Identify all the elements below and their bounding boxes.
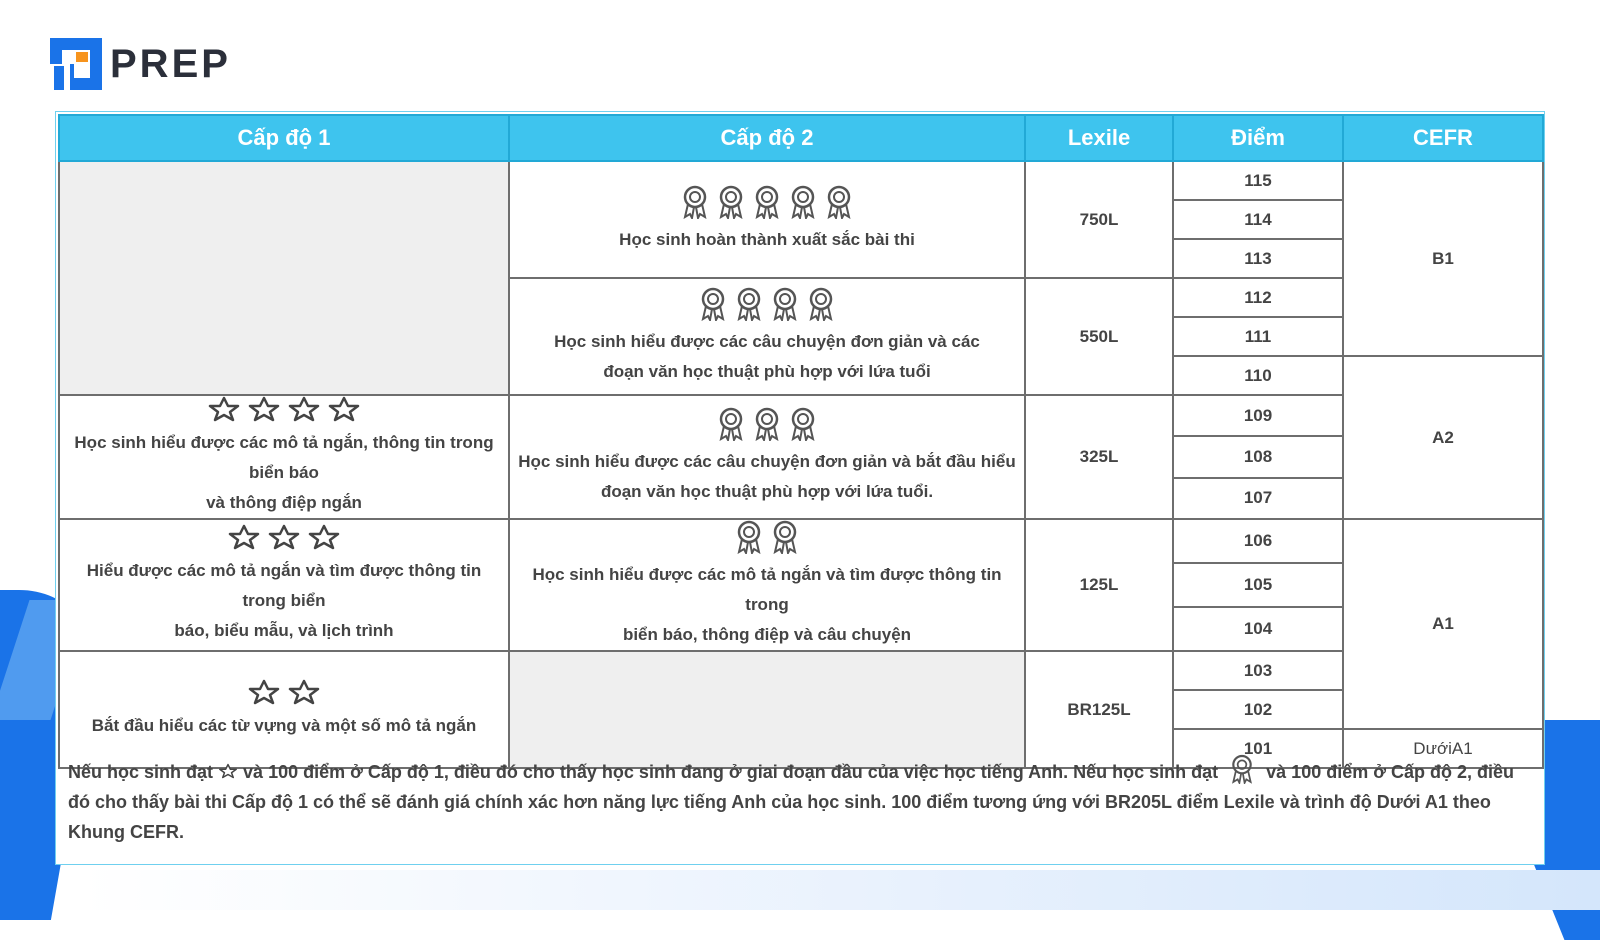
star-icon [267,524,301,550]
level1-desc-line: và thông điệp ngắn [206,493,362,512]
level2-desc-line: biển báo, thông điệp và câu chuyện [622,625,912,644]
score-cell: 108 [1173,436,1343,477]
medal-icon [716,185,746,219]
lexile-value: 125L [1025,519,1173,651]
lexile-cefr-table-card [56,112,1544,864]
cefr-value: DướiA1 [1343,729,1543,768]
medal-icon [752,185,782,219]
medal-group [510,407,1024,441]
level2-cell-3-medals [509,395,1025,519]
level2-desc-line: đoạn văn học thuật phù hợp với lứa tuổi [603,361,931,381]
lexile-value: BR125L [1025,651,1173,768]
level1-desc-line: Bắt đầu hiểu các từ vựng và một số mô tả ngắn [91,715,477,735]
level2-desc-line: Học sinh hiểu được các mô tả ngắn và tìm được thông tin trong [532,565,1002,614]
table-header-row [59,115,1543,161]
level2-desc-line: đoạn văn học thuật phù hợp với lứa tuổi. [600,482,934,501]
level1-desc-line: báo, biểu mẫu, và lịch trình [174,621,394,640]
decorative-gradient-bottom [80,870,1600,910]
score-cell: 112 [1173,278,1343,317]
medal-icon [716,407,746,441]
table-row [59,519,1543,563]
level1-cell-3-stars [59,519,509,651]
star-icon [287,679,321,705]
star-icon [247,679,281,705]
score-cell: 111 [1173,317,1343,356]
score-cell: 102 [1173,690,1343,729]
medal-group [510,287,1024,321]
header-cefr: CEFR [1343,115,1543,161]
score-cell: 114 [1173,200,1343,239]
level1-cell-2-stars [59,651,509,768]
medal-icon [770,520,800,554]
score-cell: 101 [1173,729,1343,768]
footnote [68,754,1528,847]
medal-icon [788,407,818,441]
star-icon [218,762,238,780]
level2-cell-2-medals [509,519,1025,651]
score-cell: 109 [1173,395,1343,436]
cefr-value: B1 [1343,161,1543,356]
medal-icon [680,185,710,219]
brand-name: PREP [110,42,231,86]
level1-cell-4-stars [59,395,509,519]
score-cell: 115 [1173,161,1343,200]
medal-icon [734,520,764,554]
prep-logo [50,38,231,90]
table-row [59,651,1543,690]
star-group [60,396,508,422]
cefr-value: A2 [1343,356,1543,519]
level2-cell-5-medals [509,161,1025,278]
score-cell: 107 [1173,478,1343,519]
table-row [59,161,1543,200]
lexile-value: 325L [1025,395,1173,519]
score-cell: 105 [1173,563,1343,607]
star-icon [327,396,361,422]
medal-icon [752,407,782,441]
level2-desc-line: Học sinh hiểu được các câu chuyện đơn giản và bắt đầu hiểu [518,452,1016,471]
footnote-text-1: Nếu học sinh đạt [68,762,214,782]
level2-desc-line: Học sinh hoàn thành xuất sắc bài thi [619,229,915,249]
medal-icon [698,287,728,321]
star-icon [307,524,341,550]
medal-icon [1229,754,1255,784]
lexile-value: 550L [1025,278,1173,395]
header-level2: Cấp độ 2 [509,115,1025,161]
level2-cell-4-medals [509,278,1025,395]
footnote-text-3: và 100 điểm ở Cấp độ 2, điều đó cho thấy bài thi Cấp độ 1 có thể sẽ đánh giá chính xác hơn năng lực tiếng Anh của học sinh. 100 điểm tương ứng với BR205L điểm Lexile và trình độ Dưới A1 theo Khung CEFR. [68,762,1515,842]
table-row [59,395,1543,436]
medal-icon [788,185,818,219]
medal-group [510,185,1024,219]
star-group [60,524,508,550]
medal-group [510,520,1024,554]
score-cell: 104 [1173,607,1343,651]
medal-icon [806,287,836,321]
medal-icon [734,287,764,321]
footnote-text-2: và 100 điểm ở Cấp độ 1, điều đó cho thấy học sinh đang ở giai đoạn đầu của việc học tiếng Anh. Nếu học sinh đạt [243,762,1219,782]
level1-desc-line: Học sinh hiểu được các mô tả ngắn, thông tin trong biển báo [74,433,494,482]
cefr-value: A1 [1343,519,1543,729]
header-level1: Cấp độ 1 [59,115,509,161]
header-score: Điểm [1173,115,1343,161]
medal-icon [824,185,854,219]
level2-desc-line: Học sinh hiểu được các câu chuyện đơn giản và các [554,331,980,351]
star-icon [207,396,241,422]
score-cell: 113 [1173,239,1343,278]
lexile-value: 750L [1025,161,1173,278]
star-icon [247,396,281,422]
score-cell: 103 [1173,651,1343,690]
score-cell: 110 [1173,356,1343,395]
medal-icon [770,287,800,321]
header-lexile: Lexile [1025,115,1173,161]
level2-empty-cell [509,651,1025,768]
prep-logo-icon [50,38,102,90]
score-cell: 106 [1173,519,1343,563]
star-icon [227,524,261,550]
score-conversion-table [58,114,1544,769]
star-icon [287,396,321,422]
level1-desc-line: Hiểu được các mô tả ngắn và tìm được thông tin trong biển [86,561,482,610]
level1-empty-cell [59,161,509,395]
star-group [60,679,508,705]
